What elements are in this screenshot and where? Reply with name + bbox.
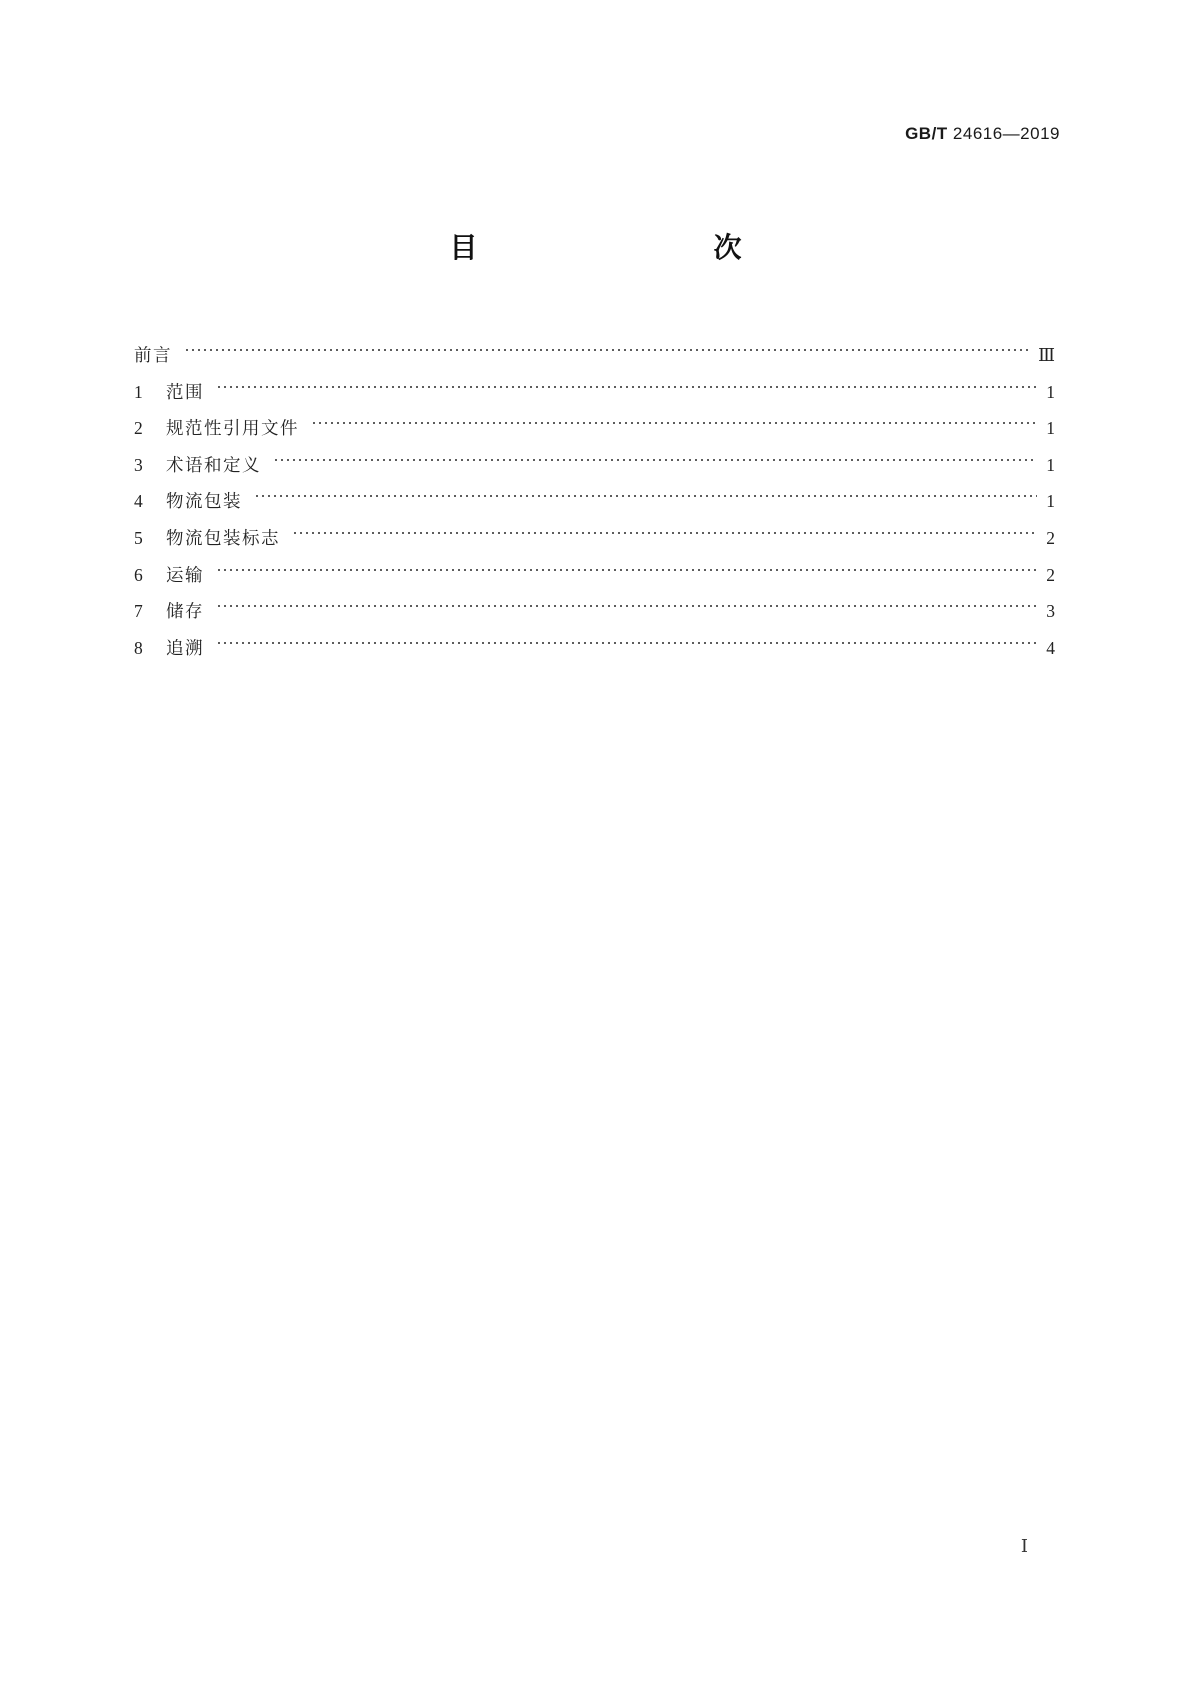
toc-item-page: Ⅲ	[1038, 345, 1055, 365]
toc-leader-dots	[216, 362, 1037, 398]
toc-item-normative-references[interactable]	[134, 398, 1055, 440]
toc-list	[134, 325, 1055, 659]
toc-item-logistics-packaging[interactable]	[134, 471, 1055, 513]
toc-item-packaging-marks[interactable]	[134, 508, 1055, 549]
standard-prefix: GB/T	[905, 124, 948, 143]
toc-item-page: 2	[1046, 527, 1055, 548]
toc-item-label: 追溯	[166, 638, 204, 659]
toc-leader-dots	[311, 398, 1037, 434]
toc-item-page: 2	[1046, 564, 1055, 585]
toc-leader-dots	[216, 618, 1037, 654]
toc-leader-dots	[184, 325, 1030, 361]
toc-item-storage[interactable]	[134, 581, 1055, 623]
toc-item-number: 8	[134, 637, 143, 658]
toc-item-label: 储存	[166, 602, 204, 623]
toc-leader-dots	[292, 508, 1037, 544]
toc-leader-dots	[216, 581, 1037, 617]
toc-leader-dots	[273, 435, 1037, 471]
toc-item-number: 7	[134, 601, 143, 622]
toc-item-label: 物流包装标志	[166, 528, 280, 549]
toc-leader-dots	[254, 471, 1037, 507]
toc-item-traceability[interactable]	[134, 618, 1055, 659]
toc-item-label: 前言	[134, 346, 172, 366]
toc-item-number: 1	[134, 381, 143, 402]
toc-item-page: 1	[1046, 491, 1055, 512]
toc-item-terms-definitions[interactable]	[134, 435, 1055, 476]
toc-item-foreword[interactable]	[134, 325, 1055, 366]
toc-title: 目 次	[449, 231, 802, 264]
toc-leader-dots	[216, 545, 1037, 581]
toc-item-page: 1	[1046, 381, 1055, 402]
toc-item-page: 1	[1046, 454, 1055, 475]
standard-code	[905, 124, 1060, 144]
page-number: Ⅰ	[1020, 1536, 1028, 1556]
toc-item-number: 2	[134, 418, 143, 439]
toc-item-number: 6	[134, 564, 143, 585]
toc-item-transport[interactable]	[134, 545, 1055, 586]
toc-item-label: 术语和定义	[166, 455, 261, 476]
toc-item-page: 3	[1046, 601, 1055, 622]
toc-item-page: 1	[1046, 418, 1055, 439]
toc-item-number: 5	[134, 527, 143, 548]
toc-item-scope[interactable]	[134, 362, 1055, 403]
toc-item-page: 4	[1046, 637, 1055, 658]
toc-item-label: 规范性引用文件	[166, 419, 299, 440]
toc-item-number: 3	[134, 454, 143, 475]
toc-item-label: 范围	[166, 382, 204, 403]
toc-item-number: 4	[134, 491, 143, 512]
toc-item-label: 物流包装	[166, 492, 242, 513]
toc-item-label: 运输	[166, 565, 204, 586]
standard-number: 24616—2019	[952, 124, 1060, 143]
